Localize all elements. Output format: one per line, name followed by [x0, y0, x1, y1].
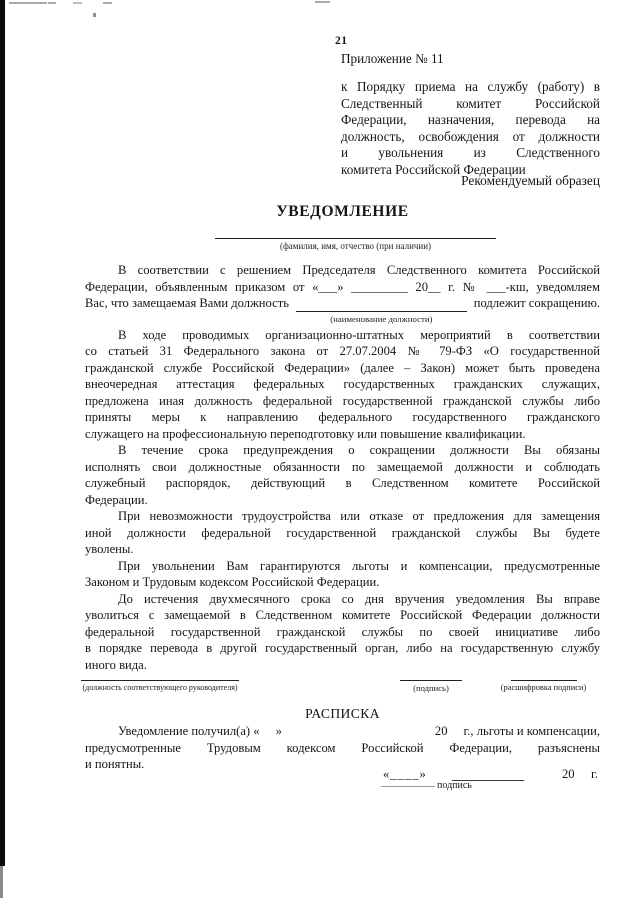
signature-right — [487, 680, 600, 692]
signature-right-caption: (расшифровка подписи) — [500, 683, 587, 692]
signature-left-line — [81, 680, 239, 681]
text-line: федеральной государственной гражданской службы по своей инициативе либо — [85, 624, 600, 639]
signature-blank-line — [381, 786, 435, 787]
text-line: должность, освобождения от должности — [341, 128, 600, 144]
paragraph-1-lines — [85, 262, 600, 295]
date-day-blank: «____» — [383, 767, 427, 781]
receipt-paragraph — [85, 723, 600, 773]
document-body — [85, 262, 600, 673]
paragraph-2-lastline: служащего на профессиональную переподготовку или повышение квалификации. — [85, 426, 526, 441]
paragraph-6-lastline: иного вида. — [85, 657, 147, 672]
receipt-seg1: Уведомление получил(а) « — [118, 724, 260, 738]
paragraph-3-lines — [85, 442, 600, 492]
text-line: В соответствии с решением Председателя Следственного комитета Российской — [118, 263, 600, 277]
signature-middle-line — [400, 680, 462, 681]
document-title: УВЕДОМЛЕНИЕ — [276, 203, 409, 220]
text-line: в порядке перевода в другой государственный орган, либо на государственную службу — [85, 641, 600, 655]
text-line: и увольнения из Следственного — [341, 145, 600, 160]
date-year: 20 — [562, 767, 575, 781]
receipt-seg2: » — [275, 724, 282, 738]
paragraph-4-lines — [85, 508, 600, 541]
signature-left-caption: (должность соответствующего руководителя) — [82, 683, 238, 692]
text-line: Федерации, объявленным приказом от «___» _________ 20__ г. № ___-кш, уведомляем — [85, 279, 600, 294]
text-line: внеочередная аттестация федеральных государственных гражданских служащих, — [85, 377, 600, 391]
paragraph-4 — [85, 508, 600, 558]
signature-right-line — [511, 680, 577, 681]
paragraph-3-lastline: Федерации. — [85, 492, 148, 507]
appendix-block — [341, 51, 600, 178]
paragraph-1 — [85, 262, 600, 324]
text-line: служебный распорядок, действующий в Следственном комитете Российской — [85, 476, 600, 490]
scan-artifact — [73, 2, 82, 4]
scan-edge-bar-fade — [0, 866, 3, 898]
paragraph-3 — [85, 442, 600, 508]
text-line: уволиться с замещаемой в Следственном комитете Российской Федерации должности — [85, 608, 600, 622]
text-line: предложена иная должность федеральной государственной гражданской службы либо — [85, 393, 600, 408]
scan-artifact — [93, 13, 96, 17]
text-line: гражданской службе Российской Федерации» (далее – Закон) может быть проведена — [85, 360, 600, 375]
signature-middle-caption: (подпись) — [413, 683, 449, 693]
date-year-suffix: г. — [591, 767, 598, 781]
signature-middle — [400, 680, 462, 693]
position-name-blank — [296, 297, 467, 324]
text-line: исполнять свои должностные обязанности по замещаемой должности и соблюдать — [85, 459, 600, 474]
receipt-line-1 — [85, 723, 600, 740]
appendix-description — [341, 79, 600, 162]
recommended-sample-label: Рекомендуемый образец — [461, 173, 600, 188]
paragraph-1-last-after: подлежит сокращению. — [473, 296, 600, 310]
text-line: В ходе проводимых организационно-штатных мероприятий в соответствии — [118, 327, 600, 342]
paragraph-5-lines — [85, 558, 600, 575]
paragraph-5-lastline: Законом и Трудовым кодексом Российской Федерации. — [85, 575, 380, 589]
paragraph-6 — [85, 591, 600, 674]
receipt-seg4: г., льготы и компенсации, — [463, 724, 600, 738]
receipt-date-block — [383, 767, 603, 799]
signature-label: подпись — [437, 780, 472, 791]
text-line: Федерации, назначения, перевода на — [341, 112, 600, 127]
appendix-title: Приложение № 11 — [341, 51, 444, 66]
appendix-description-lastline: комитета Российской Федерации — [341, 161, 526, 177]
paragraph-4-lastline: уволены. — [85, 542, 134, 556]
text-line: иной должности федеральной государственной гражданской службы Вы будете — [85, 525, 600, 540]
text-line: До истечения двухмесячного срока со дня вручения уведомления Вы вправе — [118, 591, 600, 606]
page-number: 21 — [335, 35, 348, 47]
signature-left — [81, 680, 239, 692]
position-blank-caption: (наименование должности) — [330, 313, 433, 324]
paragraph-2 — [85, 327, 600, 443]
text-line: приняты меры к направлению федерального государственного гражданского — [85, 410, 600, 424]
name-blank-line — [215, 225, 496, 239]
paragraph-6-lines — [85, 591, 600, 657]
text-line: При невозможности трудоустройства или отказе от предложения для замещения — [118, 509, 600, 523]
paragraph-1-lastline — [85, 295, 600, 324]
scan-artifact — [103, 2, 112, 4]
scan-artifact — [48, 2, 56, 4]
scan-artifact — [9, 2, 47, 4]
paragraph-2-lines — [85, 327, 600, 426]
receipt-line-2: предусмотренные Трудовым кодексом Российской Федерации, разъяснены — [85, 740, 600, 755]
text-line: При увольнении Вам гарантируются льготы и компенсации, предусмотренные — [118, 558, 600, 573]
name-blank-caption: (фамилия, имя, отчество (при наличии) — [279, 241, 432, 251]
text-line: к Порядку приема на службу (работу) в — [341, 79, 600, 94]
text-line: со статьей 31 Федерального закона от 27.07.2004 № 79-ФЗ «О государственной — [85, 344, 600, 358]
paragraph-5 — [85, 558, 600, 591]
scan-artifact — [315, 1, 330, 3]
text-line: Следственный комитет Российской — [341, 95, 600, 111]
receipt-line-3: и понятны. — [85, 757, 145, 771]
receipt-heading: РАСПИСКА — [305, 706, 380, 721]
receipt-seg3: 20 — [434, 724, 448, 738]
paragraph-1-last-before: Вас, что замещаемая Вами должность — [85, 296, 289, 310]
text-line: В течение срока предупреждения о сокращении должности Вы обязаны — [118, 443, 600, 457]
scan-edge-bar — [0, 0, 5, 866]
